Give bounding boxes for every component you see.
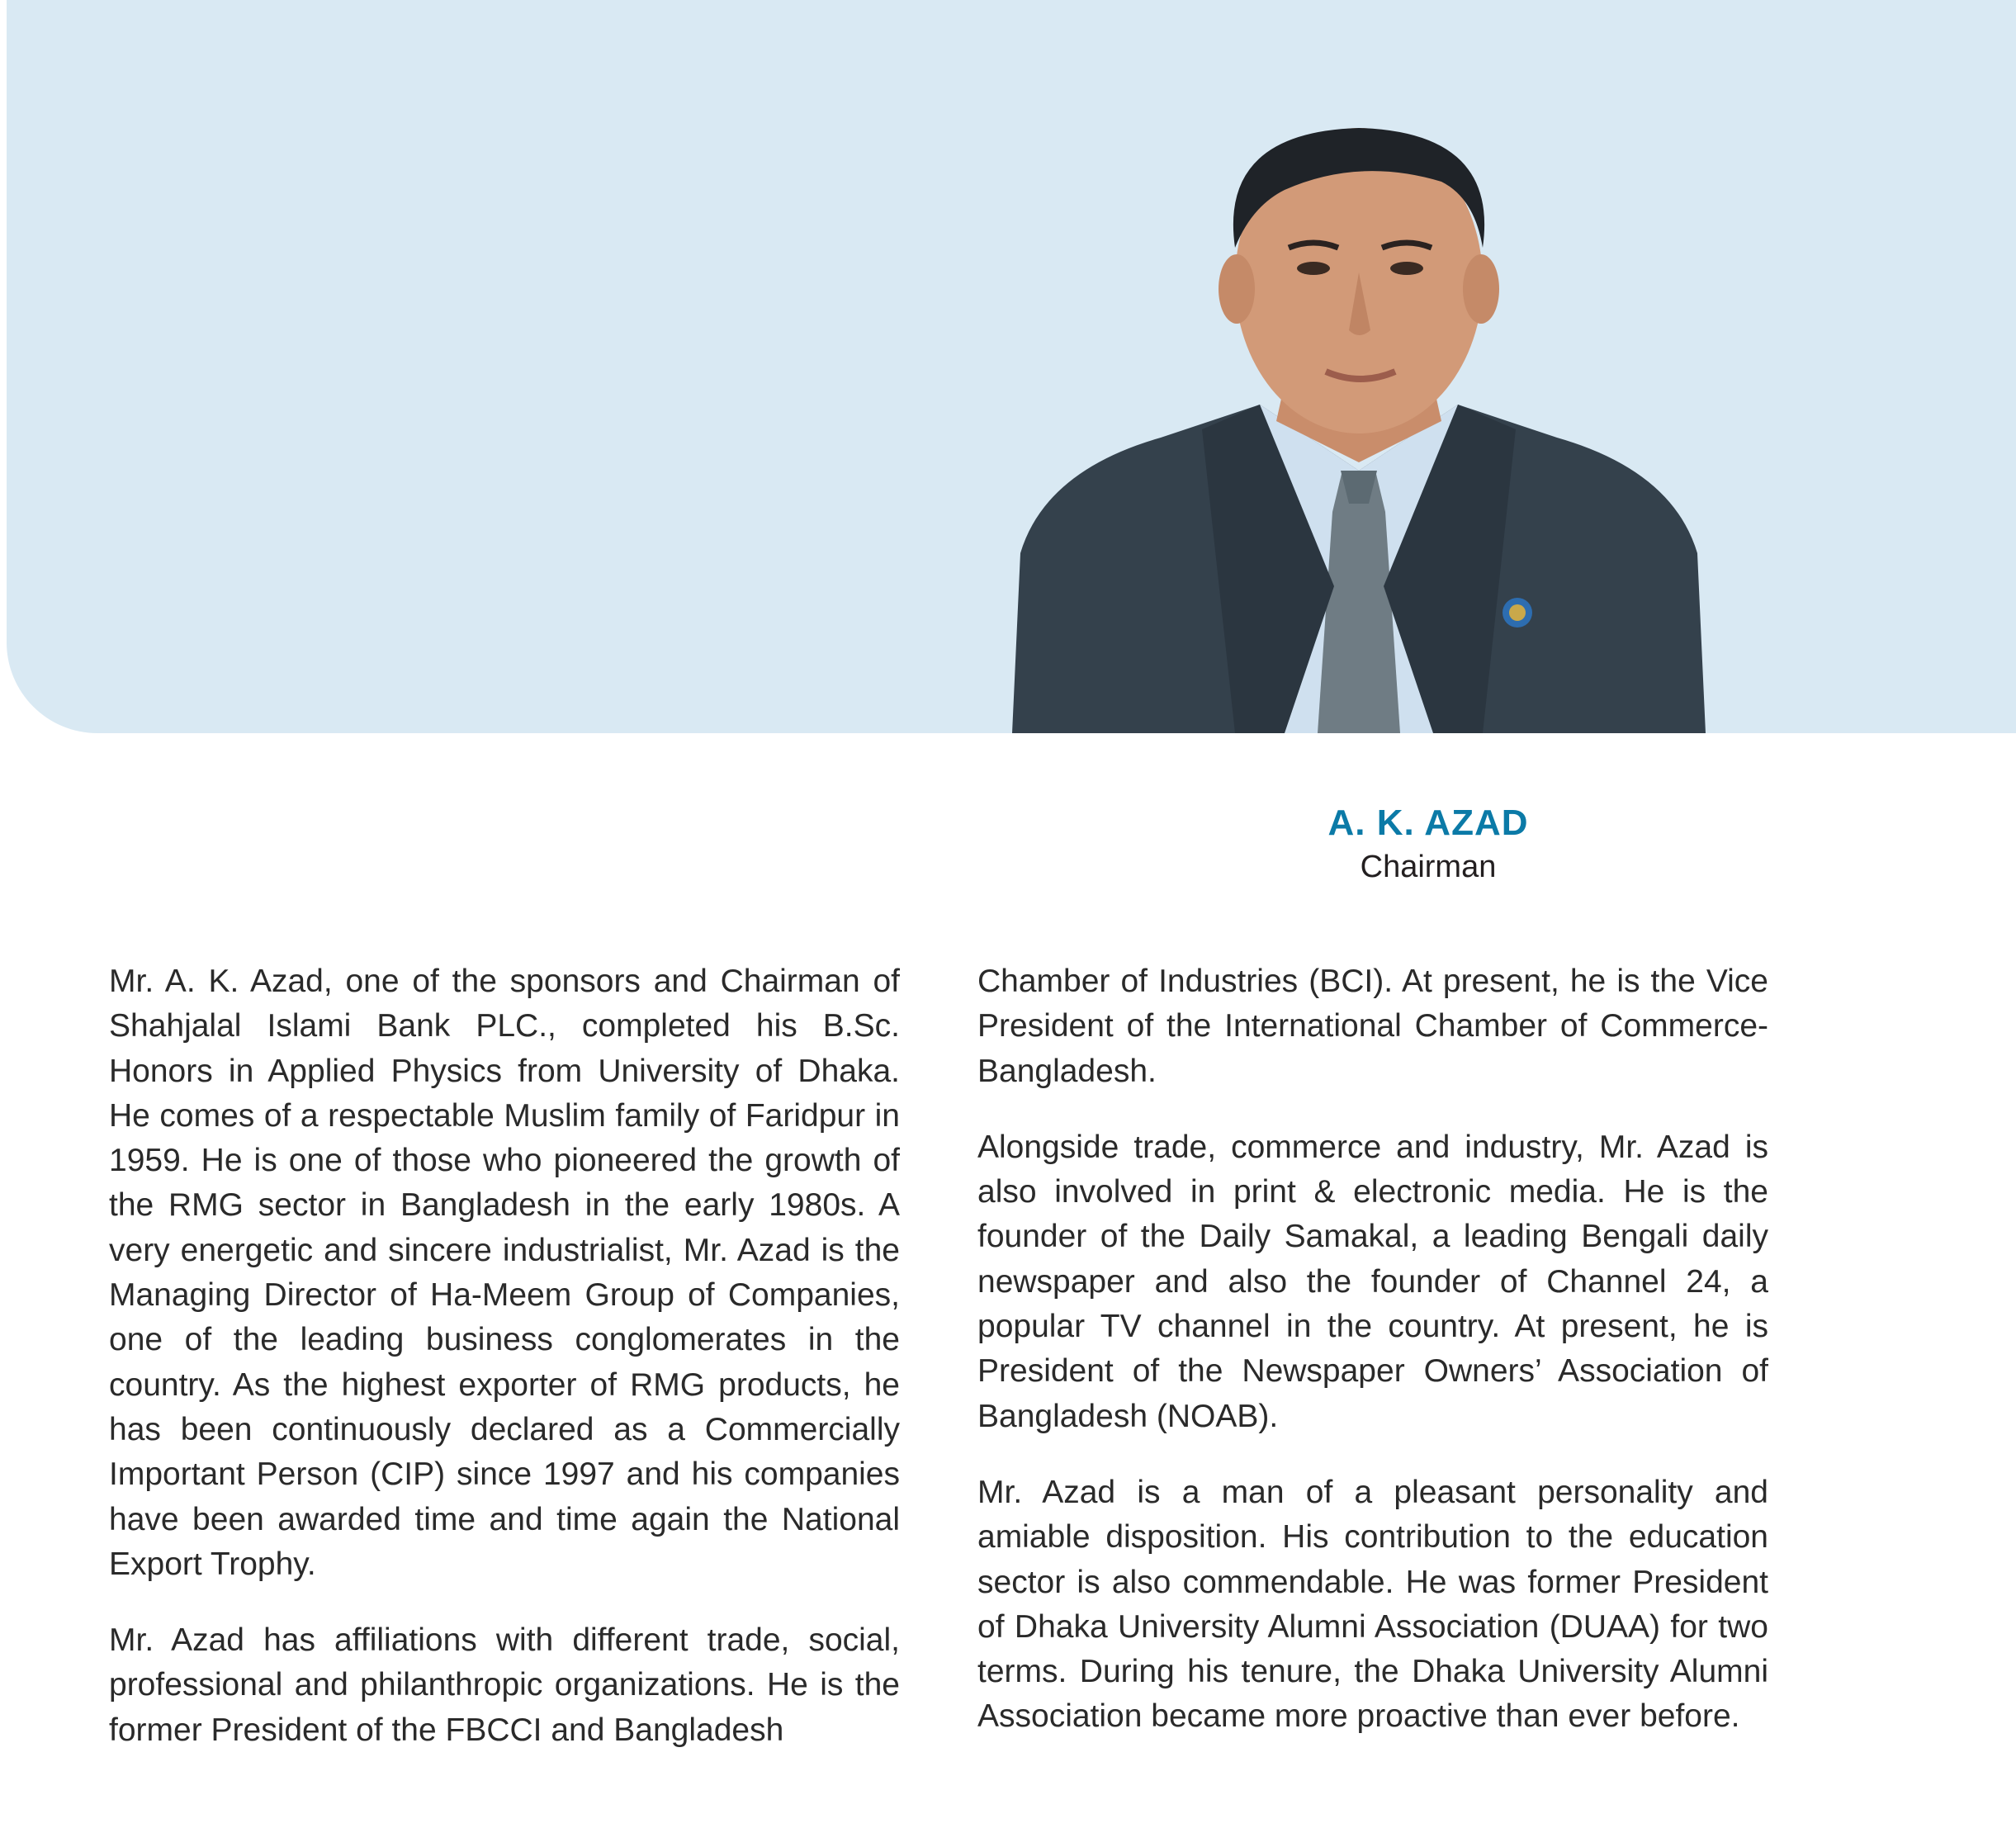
chairman-portrait [1012, 124, 1706, 733]
bio-paragraph: Alongside trade, commerce and industry, Mr. Azad is also involved in print & electronic media. He is the founder of the Daily Samakal, a leading Bengali daily newspaper and also the founder of Channel 24, a popular TV channel in the country. At present, he is President of the Newspaper Owners’ Association of Bangladesh (NOAB). [977, 1129, 1768, 1434]
biography-right-column [977, 959, 1768, 1771]
bio-paragraph: Chamber of Industries (BCI). At present, he is the Vice President of the International Chamber of Commerce-Bangladesh. [977, 964, 1768, 1089]
person-name: A. K. AZAD [1327, 803, 1529, 843]
bio-paragraph: Mr. A. K. Azad, one of the sponsors and Chairman of Shahjalal Islami Bank PLC., completed his B.Sc. Honors in Applied Physics from University of Dhaka. He comes of a respectable Muslim family of Faridpur in 1959. He is one of those who pioneered the growth of the RMG sector in Bangladesh in the early 1980s. A very energetic and sincere industrialist, Mr. Azad is the Managing Director of Ha-Meem Group of Companies, one of the leading business conglomerates in the country. As the highest exporter of RMG products, he has been continuously declared as a Commercially Important Person (CIP) since 1997 and his companies have been awarded time and time again the National Export Trophy. [109, 964, 900, 1582]
bio-paragraph: Mr. Azad is a man of a pleasant personality and amiable disposition. His contribution to the education sector is also commendable. He was former President of Dhaka University Alumni Association (DUAA) for two terms. During his tenure, the Dhaka University Alumni Association became more proactive than ever before. [977, 1474, 1768, 1735]
person-title: Chairman [1360, 850, 1497, 884]
hero-banner [7, 0, 2016, 733]
bio-paragraph: Mr. Azad has affiliations with different trade, social, professional and philanthropic organizations. He is the former President of the FBCCI and Bangladesh [109, 1622, 900, 1748]
biography-left-column [109, 959, 900, 1784]
profile-heading [1181, 799, 1676, 887]
